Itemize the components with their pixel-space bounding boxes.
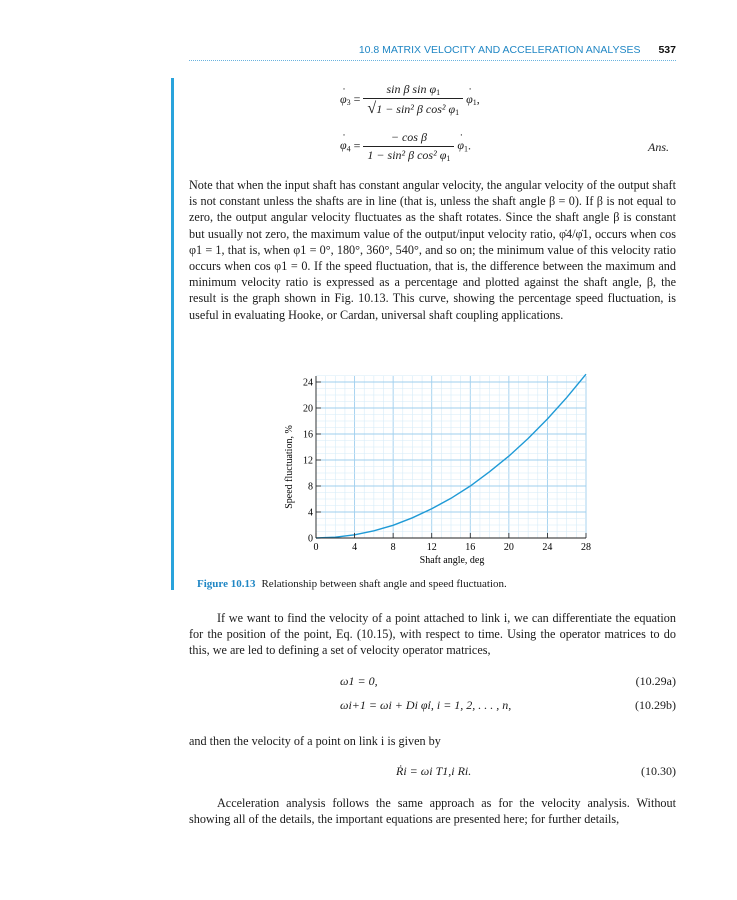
x-tick-label: 16 — [465, 542, 476, 553]
phi3-fraction: $\frac{\sin \beta \sin \varphi_1}{√1 - \sin^2 \beta \cos^2 \varphi_1}$ — [363, 82, 463, 118]
equation-10-29a: ω1 = 0, — [340, 674, 378, 688]
running-head — [0, 44, 676, 56]
y-tick-label: 0 — [308, 533, 313, 545]
phi4-denominator: 1 − sin² β cos² φ — [367, 148, 447, 162]
phi3-lhs: ˙ φ — [340, 92, 347, 107]
y-tick-label: 24 — [303, 377, 313, 389]
paragraph-acceleration: Acceleration analysis follows the same approach as for the velocity analysis. Without showing all of the details, the important equations are presented here; for further details, — [189, 796, 676, 827]
y-axis-label: Speed fluctuation, % — [284, 425, 295, 509]
y-tick-label: 20 — [303, 403, 313, 415]
ans-label: Ans. — [648, 140, 669, 154]
speed-fluctuation-chart — [270, 372, 610, 572]
phi3-rhs: ˙ φ — [466, 92, 473, 107]
page-number: 537 — [658, 44, 676, 56]
section-title: 10.8 MATRIX VELOCITY AND ACCELERATION ANALYSES — [358, 44, 641, 56]
phi4-numerator: − cos β — [390, 130, 427, 144]
phi4-rhs: ˙ φ — [457, 138, 464, 153]
phi4-lhs-sub: 4 — [346, 144, 351, 154]
x-tick-label: 28 — [581, 542, 591, 553]
phi4-denominator-sub: 1 — [446, 154, 451, 163]
header-rule — [189, 60, 676, 61]
phi3-numerator-sub: 1 — [436, 88, 441, 97]
phi3-lhs-sub: 3 — [346, 97, 351, 107]
figure-caption-text: Relationship between shaft angle and speed fluctuation. — [261, 578, 507, 590]
x-tick-label: 0 — [313, 542, 319, 553]
phi3-rhs-sub: 1 — [472, 97, 477, 107]
paragraph-velocity-point: and then the velocity of a point on link i is given by — [189, 734, 441, 748]
phi4-lhs: ˙ φ — [340, 138, 347, 153]
y-tick-label: 8 — [308, 481, 313, 493]
y-tick-label: 16 — [303, 429, 313, 441]
equation-10-30: Ṙi = ωi T1,i Ri. — [396, 764, 472, 778]
phi4-fraction — [363, 130, 454, 163]
equation-phi4: ˙ $\varphi_4$ = $\frac{\text{− cos β}}{1 - \sin^2 \beta \cos^2 \varphi_1}$ ˙ $\varphi_1$. — [340, 130, 471, 163]
paragraph-universal-joint: Note that when the input shaft has constant angular velocity, the angular velocity of the output shaft is not constant unless the shafts are in line (that is, unless the shaft angle β = 0). If β is not equal to zero, the output angular velocity fluctuates as the shaft rotates. Since the shaft angle β is constant but usually not zero, the maximum value of the output/input velocity ratio, φ̇4/φ̇1, occurs when cos φ1 = 1, that is, when φ1 = 0°, 180°, 360°, 540°, and so on; the minimum value of this velocity ratio occurs when cos φ1 = 0. If the speed fluctuation, that is, the difference between the maximum and minimum velocity ratio is expressed as a percentage and plotted against the shaft angle, β, the result is the graph shown in Fig. 10.13. This curve, showing the percentage speed fluctuation, is useful in evaluating Hooke, or Cardan, universal shaft coupling applications. — [189, 178, 676, 322]
phi4-rhs-sub: 1 — [463, 144, 468, 154]
x-tick-label: 24 — [542, 542, 553, 553]
equation-number-10-29a: (10.29a) — [635, 674, 676, 688]
figure-label: Figure 10.13 — [197, 578, 256, 590]
margin-bar — [171, 78, 174, 590]
phi3-denominator: 1 − sin² β cos² φ — [376, 102, 456, 116]
x-tick-label: 4 — [352, 542, 358, 553]
x-tick-label: 8 — [390, 542, 396, 553]
equation-number-10-29b: (10.29b) — [635, 698, 676, 712]
figure-caption — [197, 578, 507, 590]
x-tick-label: 20 — [503, 542, 514, 553]
phi3-denominator-sub: 1 — [455, 108, 460, 117]
phi3-numerator: sin β sin φ — [386, 82, 437, 96]
x-axis-label: Shaft angle, deg — [419, 555, 485, 566]
equation-10-29b: ωi+1 = ωi + Di φ̇i, i = 1, 2, . . . , n, — [340, 698, 512, 712]
paragraph-velocity: If we want to find the velocity of a point attached to link i, we can differentiate the equation for the position of the point, Eq. (10.15), with respect to time. Using the operator matrices to do this, we are led to defining a set of velocity operator matrices, — [189, 611, 676, 658]
equation-number-10-30: (10.30) — [641, 764, 676, 778]
y-tick-label: 4 — [308, 507, 313, 519]
x-tick-label: 12 — [426, 542, 437, 553]
y-tick-label: 12 — [303, 455, 313, 467]
equation-phi3: ˙ $\varphi_3$ = $\frac{\sin \beta \sin \varphi_1}{√1 - \sin^2 \beta \cos^2 \varphi_1}$ ˙ $\varphi_1$, — [340, 82, 480, 118]
